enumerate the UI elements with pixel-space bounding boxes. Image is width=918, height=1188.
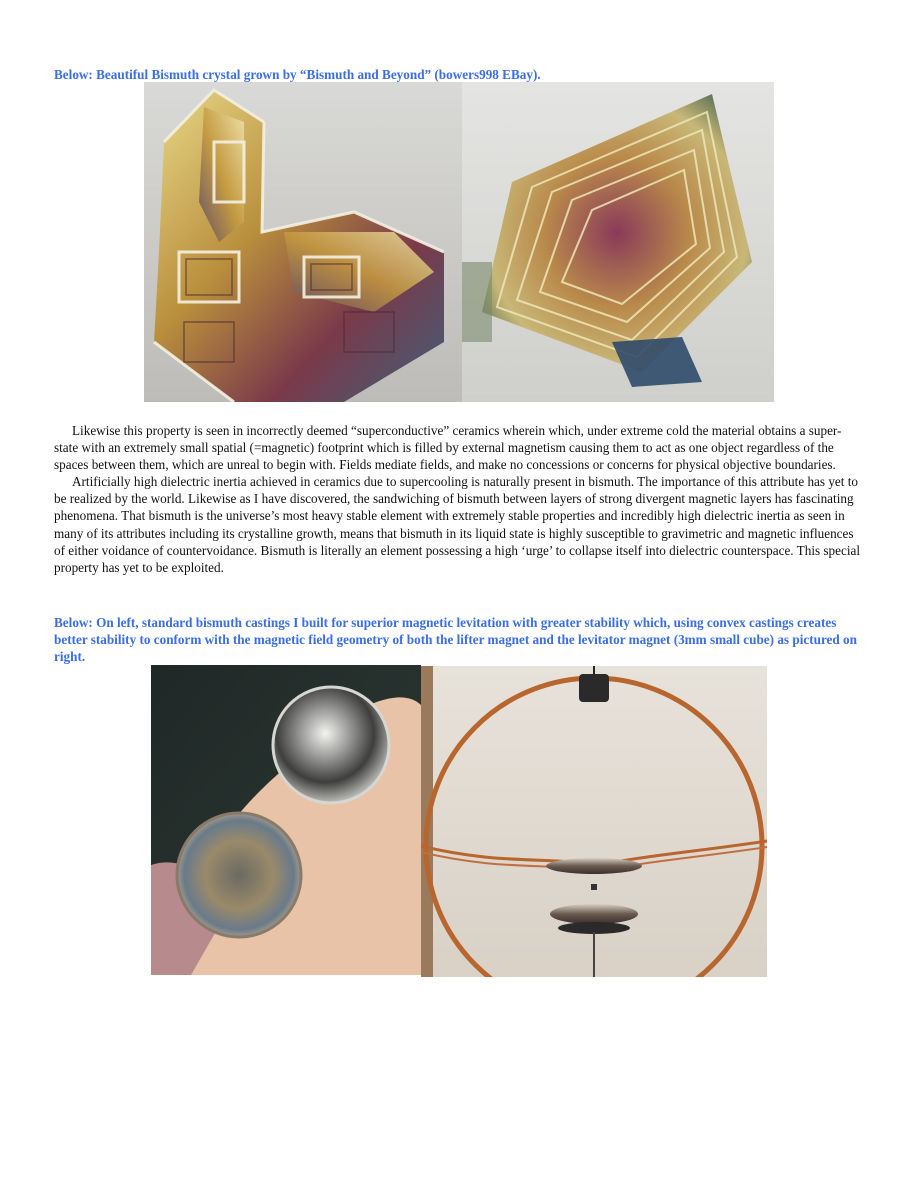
castings-caption: Below: On left, standard bismuth castings I built for superior magnetic levitation with greater stability which, using convex castings creates better stability to conform with the magnetic field geometry of both the lifter magnet and the levitator magnet (3mm small cube) as pictured on right. xyxy=(54,615,857,664)
body-text xyxy=(54,422,864,576)
bismuth-crystal-photo-left xyxy=(144,82,462,402)
bismuth-castings-photo xyxy=(151,665,421,975)
paragraph-2: Artificially high dielectric inertia achieved in ceramics due to supercooling is naturally present in bismuth. The importance of this attribute has yet to be realized by the world. Likewise as I have discovered, the sandwiching of bismuth between layers of strong divergent magnetic layers has fascinating phenomena. That bismuth is the universe’s most heavy stable element with extremely stable properties and incredibly high dielectric inertia as seen in many of its attributes including its crystalline growth, means that bismuth in its liquid state is highly susceptible to gravimetric and magnetic influences of either voidance of countervoidance. Bismuth is literally an element possessing a high ‘urge’ to collapse itself into dielectric counterspace. This special property has yet to be exploited. xyxy=(54,474,861,575)
levitation-photo xyxy=(421,666,767,977)
paragraph-1: Likewise this property is seen in incorrectly deemed “superconductive” ceramics wherein which, under extreme cold the material obtains a super-state with an extremely small spatial (=magnetic) footprint which is filled by external magnetism causing them to act as one object regardless of the spaces between them, which are unreal to begin with. Fields mediate fields, and make no concessions or concerns for physical objective boundaries. xyxy=(54,423,842,473)
bismuth-crystal-photo-right xyxy=(462,82,774,402)
crystal-caption: Below: Beautiful Bismuth crystal grown by “Bismuth and Beyond” (bowers998 EBay). xyxy=(54,67,541,82)
